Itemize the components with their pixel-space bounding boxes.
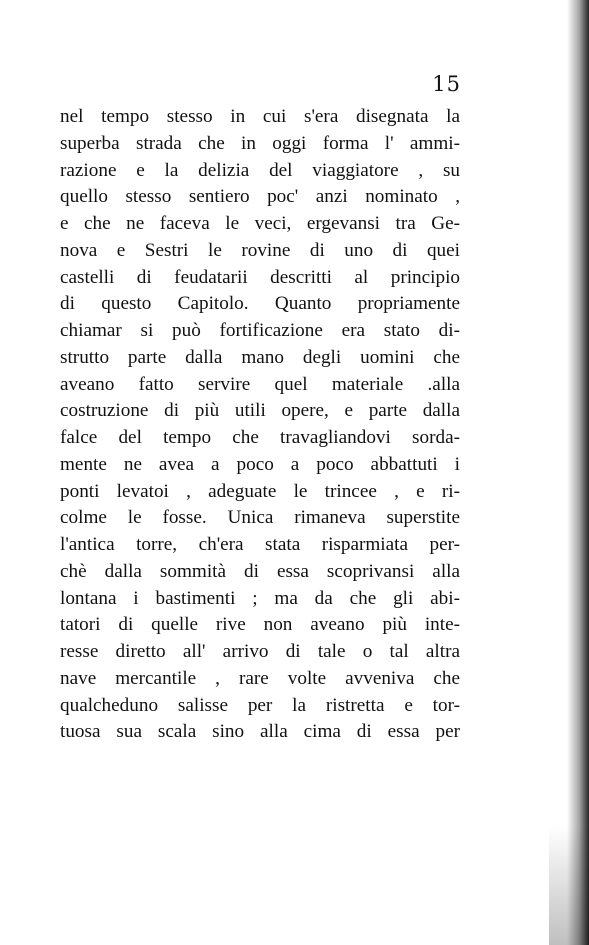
text-line: ponti levatoi , adeguate le trincee , e ri- (60, 480, 460, 502)
text-line: nave mercantile , rare volte avveniva che (60, 667, 460, 689)
text-line: tuosa sua scala sino alla cima di essa per (60, 721, 460, 743)
text-line: castelli di feudatarii descritti al principio (60, 266, 460, 288)
text-line: costruzione di più utili opere, e parte dalla (60, 400, 460, 422)
text-line: di questo Capitolo. Quanto propriamente (60, 293, 460, 315)
text-line: nel tempo stesso in cui s'era disegnata la (60, 106, 460, 127)
text-line: l'antica torre, ch'era stata risparmiata per- (60, 534, 460, 555)
page-edge-shadow (567, 0, 589, 945)
text-line: tatori di quelle rive non aveano più inte- (60, 614, 460, 636)
text-line: aveano fatto servire quel materiale .alla (60, 373, 460, 395)
text-line: resse diretto all' arrivo di tale o tal altra (60, 641, 460, 662)
text-line: chè dalla sommità di essa scoprivansi alla (60, 560, 460, 582)
text-line: nova e Sestri le rovine di uno di quei (60, 239, 460, 261)
text-line: razione e la delizia del viaggiatore , su (60, 159, 460, 181)
text-line: falce del tempo che travagliandovi sorda- (60, 427, 460, 448)
text-line: superba strada che in oggi forma l' ammi- (60, 132, 460, 154)
page-corner-shadow (549, 825, 589, 945)
text-line: colme le fosse. Unica rimaneva superstite (60, 507, 460, 529)
page-number: 15 (432, 72, 461, 96)
body-text (60, 104, 460, 746)
text-line: strutto parte dalla mano degli uomini che (60, 346, 460, 368)
text-line: quello stesso sentiero poc' anzi nominato , (60, 186, 460, 208)
text-line: lontana i bastimenti ; ma da che gli abi- (60, 587, 460, 609)
text-line: mente ne avea a poco a poco abbattuti i (60, 453, 460, 475)
text-line: chiamar si può fortificazione era stato di- (60, 320, 460, 341)
text-line: e che ne faceva le veci, ergevansi tra Ge- (60, 213, 460, 234)
text-line: qualcheduno salisse per la ristretta e tor- (60, 694, 460, 716)
